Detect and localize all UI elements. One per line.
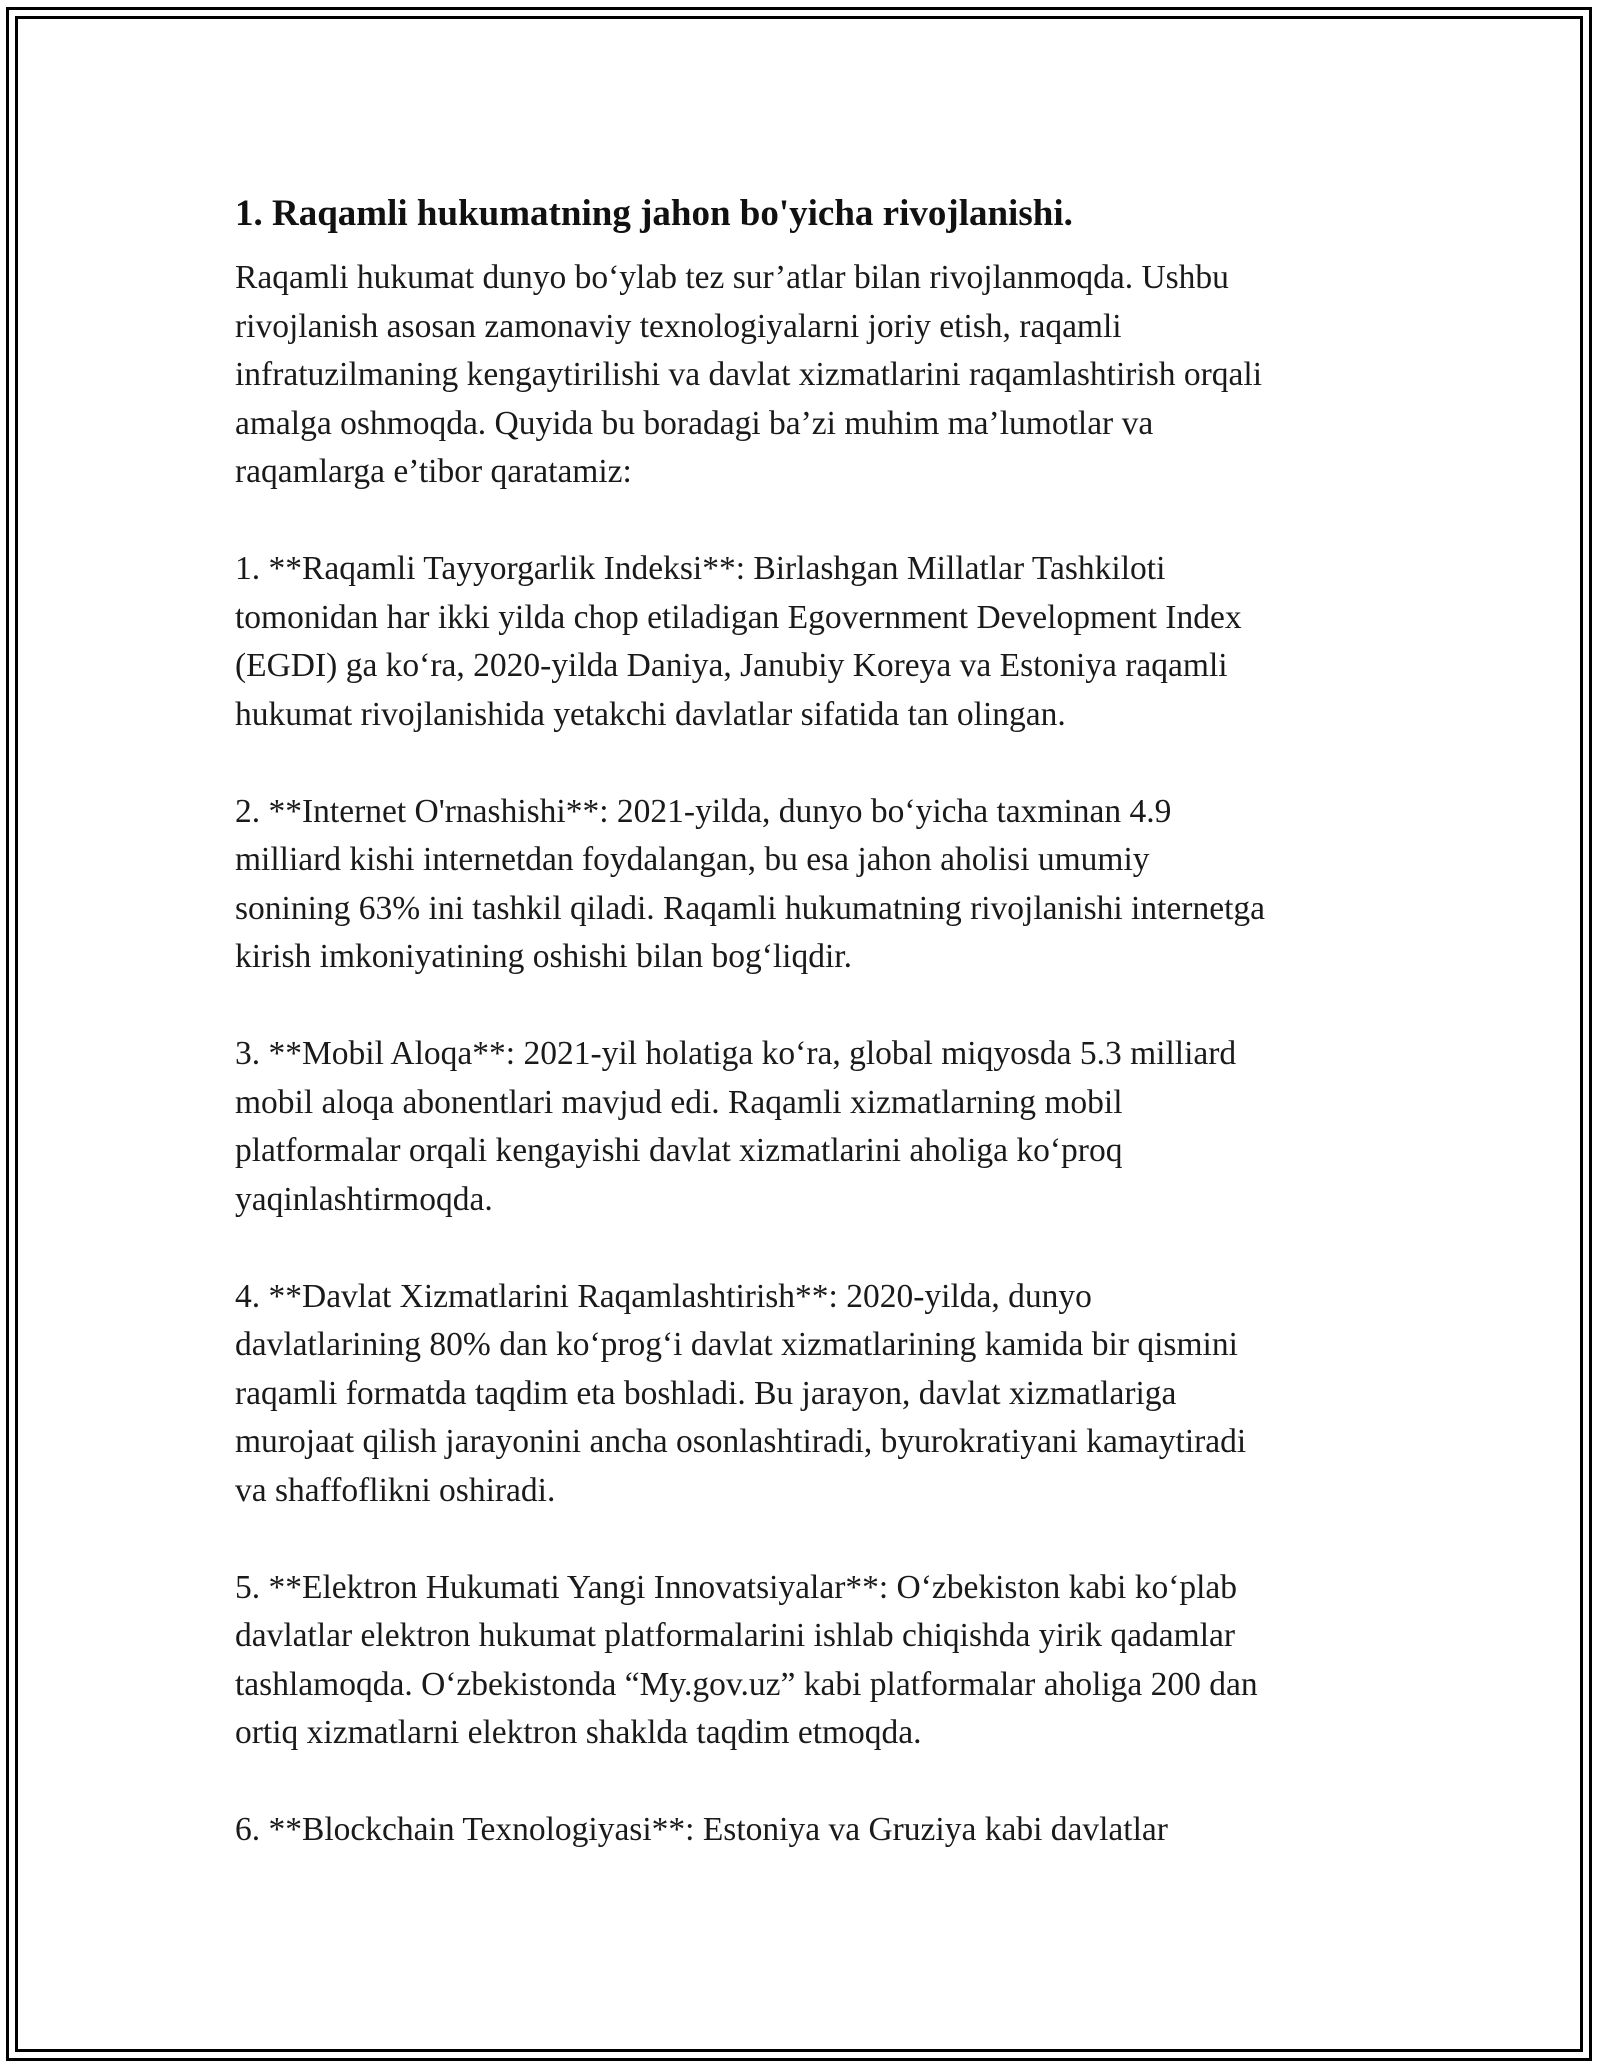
list-item-blockchain: 6. **Blockchain Texnologiyasi**: Estoniya va Gruziya kabi davlatlar bbox=[235, 1811, 1168, 1848]
document-body bbox=[235, 186, 1375, 1903]
list-item-mobile-communication: 3. **Mobil Aloqa**: 2021-yil holatiga ko‘ra, global miqyosda 5.3 milliard mobil aloqa abonentlari mavjud edi. Raqamli xizmatlarning mobil platformalar orqali kengayishi davlat xizmatlarini aholiga ko‘proq yaqinlashtirmoqda. bbox=[235, 1035, 1237, 1218]
list-item-e-government-innovations: 5. **Elektron Hukumati Yangi Innovatsiyalar**: O‘zbekiston kabi ko‘plab davlatlar elektron hukumat platformalarini ishlab chiqishda yirik qadamlar tashlamoqda. O‘zbekistonda “My.gov.uz” kabi platformalar aholiga 200 dan ortiq xizmatlarni elektron shaklda taqdim etmoqda. bbox=[235, 1568, 1258, 1751]
list-item-internet-penetration: 2. **Internet O'rnashishi**: 2021-yilda, dunyo bo‘yicha taxminan 4.9 milliard kishi internetdan foydalangan, bu esa jahon aholisi umumiy sonining 63% ini tashkil qiladi. Raqamli hukumatning rivojlanishi internetga kirish imkoniyatining oshishi bilan bog‘liqdir. bbox=[235, 792, 1265, 975]
section-heading: 1. Raqamli hukumatning jahon bo'yicha rivojlanishi. bbox=[235, 193, 1073, 234]
intro-paragraph: Raqamli hukumat dunyo bo‘ylab tez sur’atlar bilan rivojlanmoqda. Ushbu rivojlanish asosan zamonaviy texnologiyalarni joriy etish, raqamli infratuzilmaning kengaytirilishi va davlat xizmatlarini raqamlashtirish orqali amalga oshmoqda. Quyida bu boradagi ba’zi muhim ma’lumotlar va raqamlarga e’tibor qaratamiz: bbox=[235, 259, 1263, 490]
list-item-digital-readiness: 1. **Raqamli Tayyorgarlik Indeksi**: Birlashgan Millatlar Tashkiloti tomonidan har ikki yilda chop etiladigan Egovernment Development Index (EGDI) ga ko‘ra, 2020-yilda Daniya, Janubiy Koreya va Estoniya raqamli hukumat rivojlanishida yetakchi davlatlar sifatida tan olingan. bbox=[235, 550, 1242, 733]
list-item-service-digitalization: 4. **Davlat Xizmatlarini Raqamlashtirish**: 2020-yilda, dunyo davlatlarining 80% dan ko‘prog‘i davlat xizmatlarining kamida bir qismini raqamli formatda taqdim eta boshladi. Bu jarayon, davlat xizmatlariga murojaat qilish jarayonini ancha osonlashtiradi, byurokratiyani kamaytiradi va shaffoflikni oshiradi. bbox=[235, 1277, 1247, 1509]
